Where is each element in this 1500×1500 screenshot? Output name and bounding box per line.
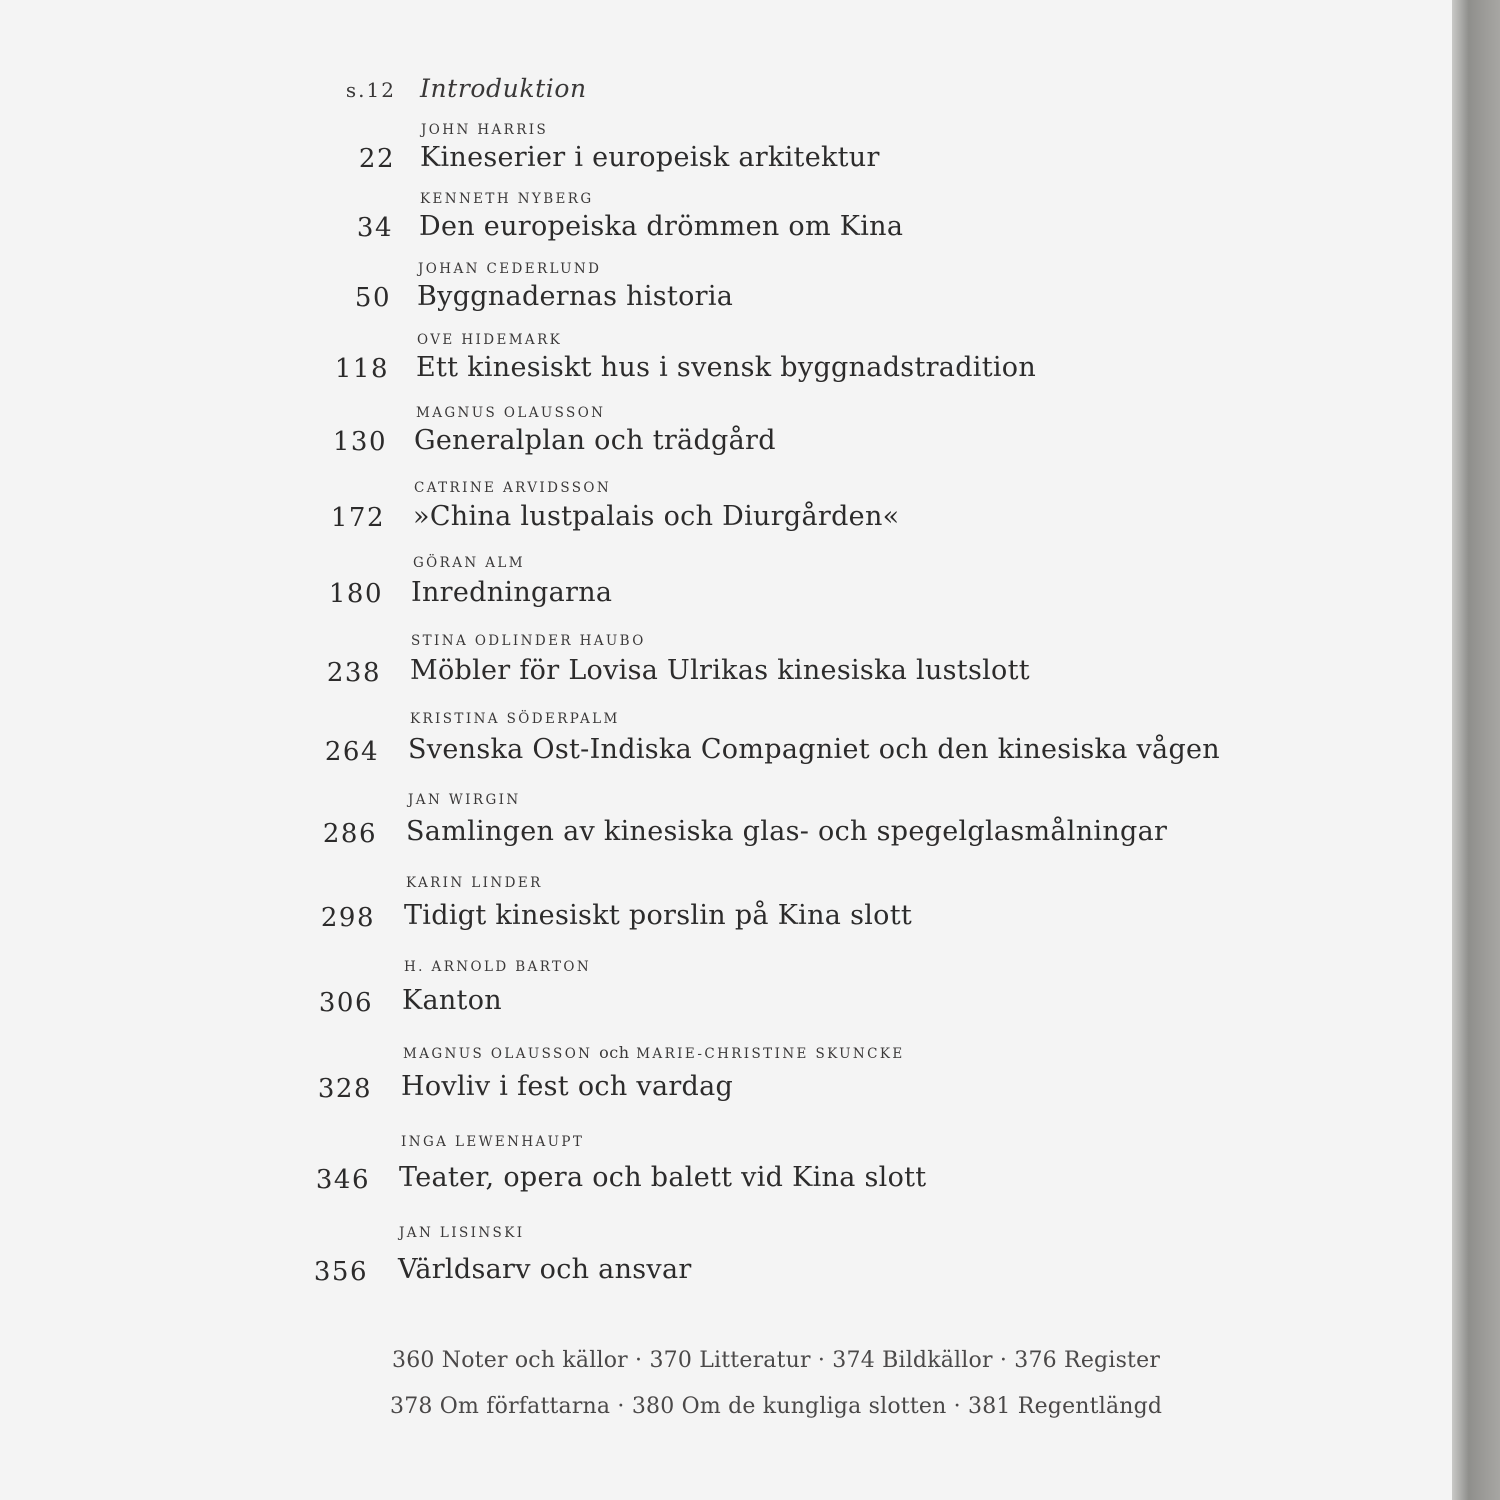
- entry-page-number: 130: [332, 427, 387, 457]
- entry-page-number: 306: [318, 988, 373, 1018]
- entry-title: Tidigt kinesiskt porslin på Kina slott: [404, 900, 913, 931]
- entry-author: JAN LISINSKI: [399, 1225, 525, 1241]
- entry-author: MAGNUS OLAUSSON: [403, 1046, 593, 1062]
- entry-author: MARIE-CHRISTINE SKUNCKE: [636, 1046, 905, 1062]
- entry-page-number: 264: [324, 737, 379, 767]
- toc-entry: [0, 1225, 1452, 1315]
- entry-page-number: 34: [356, 213, 393, 243]
- entry-page-number: 118: [334, 354, 389, 384]
- table-surface: [1452, 0, 1500, 1500]
- intro-page-number: s.12: [345, 78, 396, 102]
- entry-page-number: 286: [322, 819, 377, 849]
- entry-title: Teater, opera och balett vid Kina slott: [399, 1162, 927, 1193]
- entry-author: MAGNUS OLAUSSON: [416, 405, 606, 421]
- toc-entry: [0, 959, 1452, 1049]
- entry-title: Inredningarna: [411, 577, 613, 608]
- entry-title: Byggnadernas historia: [417, 281, 734, 312]
- intro-title: Introduktion: [420, 74, 587, 103]
- entry-author: JOHN HARRIS: [421, 122, 549, 138]
- entry-title: Samlingen av kinesiska glas- och spegelglasmålningar: [406, 816, 1168, 847]
- entry-title: Svenska Ost-Indiska Compagniet och den kinesiska vågen: [408, 734, 1221, 765]
- entry-author: JOHAN CEDERLUND: [418, 261, 602, 277]
- toc-entry: [0, 875, 1452, 965]
- entry-author: KRISTINA SÖDERPALM: [410, 711, 620, 727]
- author-conjunction: och: [599, 1043, 630, 1062]
- entry-title: Världsarv och ansvar: [398, 1254, 692, 1285]
- entry-author: OVE HIDEMARK: [417, 332, 563, 348]
- entry-page-number: 22: [358, 144, 395, 174]
- appendix-line-1: 360 Noter och källor · 370 Litteratur · 374 Bildkällor · 376 Register: [392, 1348, 1161, 1373]
- entry-title: Den europeiska drömmen om Kina: [419, 211, 904, 242]
- entry-page-number: 356: [313, 1257, 368, 1287]
- toc-entry: [0, 792, 1452, 882]
- entry-title: Kineserier i europeisk arkitektur: [420, 142, 880, 173]
- entry-page-number: 346: [315, 1165, 370, 1195]
- appendix-line-2: 378 Om författarna · 380 Om de kungliga slotten · 381 Regentlängd: [390, 1394, 1163, 1419]
- entry-title: Ett kinesiskt hus i svensk byggnadstradition: [416, 352, 1037, 383]
- entry-author: JAN WIRGIN: [408, 792, 521, 808]
- entry-page-number: 50: [354, 283, 391, 313]
- toc-entry: [0, 1043, 1452, 1133]
- entry-title: Möbler för Lovisa Ulrikas kinesiska lustslott: [410, 655, 1030, 686]
- entry-title: Hovliv i fest och vardag: [401, 1071, 734, 1102]
- entry-page-number: 180: [328, 579, 383, 609]
- entry-author: KENNETH NYBERG: [420, 191, 594, 207]
- entry-page-number: 328: [317, 1074, 372, 1104]
- entry-title: »China lustpalais och Diurgården«: [413, 501, 900, 532]
- entry-title: Kanton: [402, 985, 502, 1016]
- entry-page-number: 172: [330, 503, 385, 533]
- entry-author: STINA ODLINDER HAUBO: [411, 633, 646, 649]
- entry-author: KARIN LINDER: [406, 875, 543, 891]
- entry-page-number: 298: [320, 903, 375, 933]
- entry-page-number: 238: [326, 658, 381, 688]
- entry-title: Generalplan och trädgård: [414, 425, 776, 456]
- entry-author: CATRINE ARVIDSSON: [414, 480, 612, 496]
- entry-author: INGA LEWENHAUPT: [401, 1134, 585, 1150]
- toc-entry: [0, 633, 1452, 723]
- entry-author: GÖRAN ALM: [413, 555, 526, 571]
- toc-entry: [0, 1134, 1452, 1224]
- entry-author: H. ARNOLD BARTON: [404, 959, 592, 975]
- toc-entry: [0, 555, 1452, 645]
- entry-authors: [403, 1043, 905, 1062]
- toc-entry: [0, 711, 1452, 801]
